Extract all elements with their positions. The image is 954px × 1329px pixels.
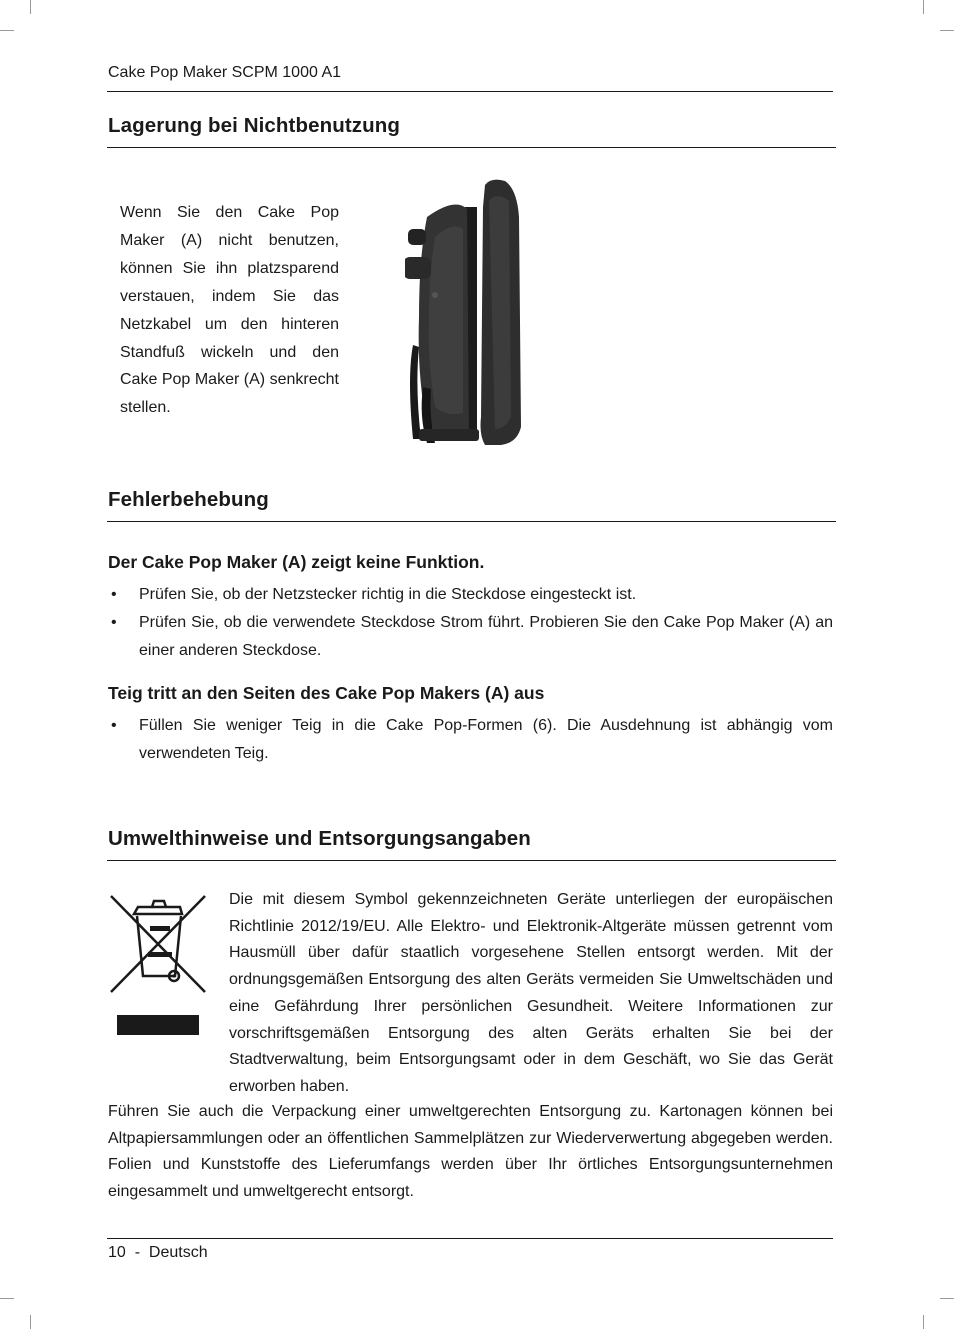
crop-mark — [940, 1298, 954, 1299]
crop-mark — [923, 1315, 924, 1329]
header-rule — [107, 91, 833, 92]
issue-list-dough-leaking — [108, 712, 833, 768]
list-item — [108, 712, 833, 768]
storage-text: Wenn Sie den Cake Pop Maker (A) nicht benutzen, können Sie ihn platzsparend verstauen, indem Sie das Netzkabel um den hinteren Standfuß wickeln und den Cake Pop Maker (A) senkrecht stellen. — [120, 204, 339, 417]
list-item-text: Füllen Sie weniger Teig in die Cake Pop-Formen (6). Die Ausdehnung ist abhängig vom verwendeten Teig. — [139, 717, 833, 762]
page-number-text: 10 - Deutsch — [108, 1244, 208, 1261]
crop-mark — [0, 1298, 14, 1299]
bullet-dot-icon: • — [111, 614, 117, 631]
list-item — [108, 581, 833, 609]
list-item-text: Prüfen Sie, ob die verwendete Steckdose Strom führt. Probieren Sie den Cake Pop Maker (A) an einer anderen Steckdose. — [139, 614, 833, 659]
cake-pop-maker-upright-photo — [405, 177, 535, 452]
bullet-dot-icon: • — [111, 717, 117, 734]
crop-mark — [940, 30, 954, 31]
issue-title-no-function: Der Cake Pop Maker (A) zeigt keine Funktion. — [108, 552, 485, 572]
footer-rule — [107, 1238, 833, 1239]
heading-storage: Lagerung bei Nichtbenutzung — [108, 114, 400, 137]
crop-mark — [30, 0, 31, 14]
heading-troubleshooting: Fehlerbehebung — [108, 488, 269, 511]
crop-mark — [923, 0, 924, 14]
section-rule — [107, 860, 836, 861]
heading-environment: Umwelthinweise und Entsorgungsangaben — [108, 827, 531, 850]
section-rule — [107, 521, 836, 522]
page-number — [108, 1244, 208, 1262]
crossed-out-wheelie-bin-icon — [108, 892, 208, 1037]
issue-list-no-function — [108, 581, 833, 665]
list-item-text: Prüfen Sie, ob der Netzstecker richtig in die Steckdose eingesteckt ist. — [139, 586, 637, 603]
crop-mark — [30, 1315, 31, 1329]
section-rule — [107, 147, 836, 148]
environment-text-packaging: Führen Sie auch die Verpackung einer umweltgerechten Entsorgung zu. Kartonagen können bei Altpapiersammlungen oder an öffentlichen Sammelplätzen zur Wiederverwertung abgegeben werden. Folien und Kunststoffe des Lieferumfangs werden über Ihr örtliches Entsorgungsunternehmen eingesammelt und umweltgerecht entsorgt. — [108, 1103, 833, 1201]
issue-title-dough-leaking: Teig tritt an den Seiten des Cake Pop Makers (A) aus — [108, 683, 545, 703]
environment-text-weee: Die mit diesem Symbol gekennzeichneten Geräte unterliegen der europäischen Richtlinie 2012/19/EU. Alle Elektro- und Elektronik-Altgeräte müssen getrennt vom Hausmüll über dafür staatlich vorgesehene Stellen entsorgt werden. Mit der ordnungsgemäßen Entsorgung des alten Geräts vermeiden Sie Umweltschäden und eine Gefährdung Ihrer persönlichen Gesundheit. Weitere Informationen zur vorschriftsgemäßen Entsorgung des alten Geräts erhalten Sie bei der Stadtverwaltung, beim Entsorgungsamt oder in dem Geschäft, wo Sie das Gerät erworben haben. — [229, 891, 833, 1095]
list-item — [108, 609, 833, 665]
bullet-dot-icon: • — [111, 586, 117, 603]
crop-mark — [0, 30, 14, 31]
running-head: Cake Pop Maker SCPM 1000 A1 — [108, 64, 342, 81]
